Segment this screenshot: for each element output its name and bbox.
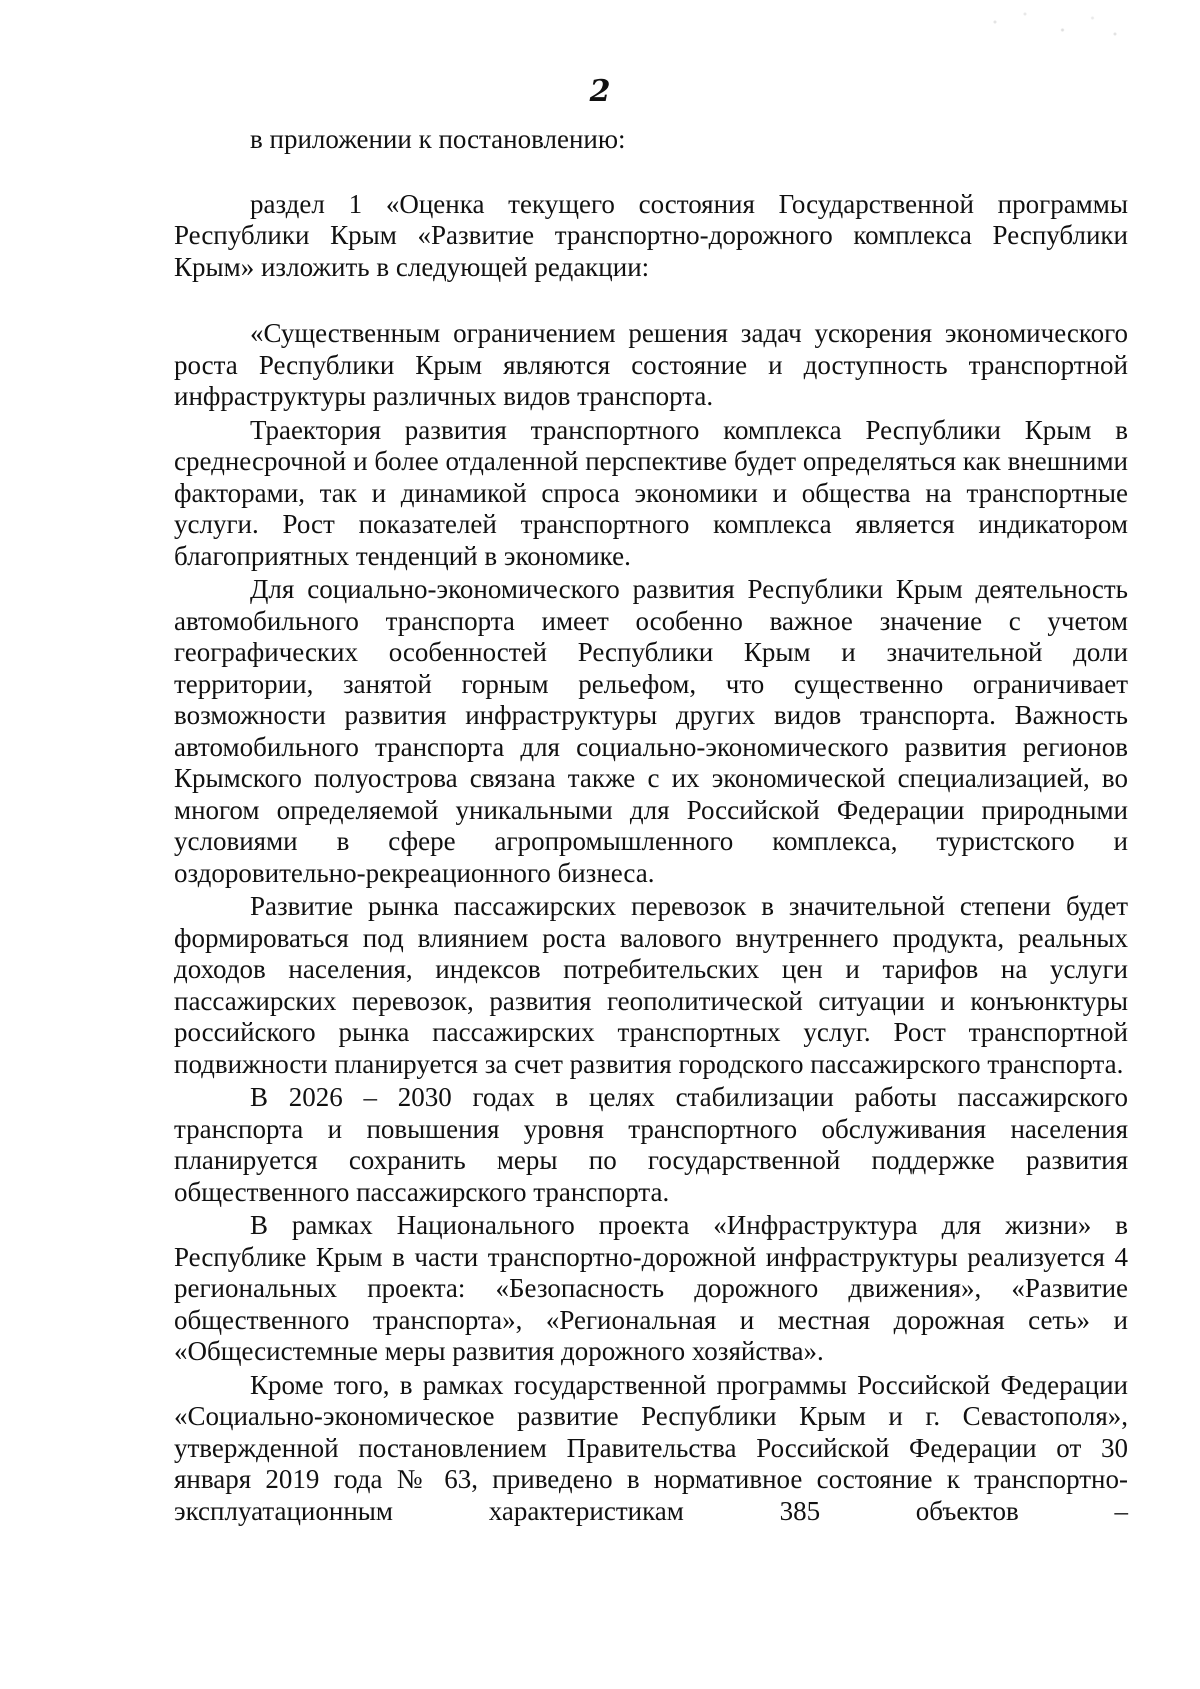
paragraph-quote-start: «Существенным ограничением решения задач ускорения экономического роста Республики Крым являются состояние и доступность транспортной инфраструктуры различных видов транспорта. — [174, 318, 1128, 411]
paragraph-intro: в приложении к постановлению: — [250, 124, 626, 154]
paragraph-section-title: раздел 1 «Оценка текущего состояния Государственной программы Республики Крым «Развитие транспортно-дорожного комплекса Республики Крым» изложить в следующей редакции: — [174, 188, 1128, 282]
paragraph-passenger-market: Развитие рынка пассажирских перевозок в значительной степени будет формироваться под влиянием роста валового внутреннего продукта, реальных доходов населения, индексов потребительских цен и тарифов на услуги пассажирских перевозок, развития геополитической ситуации и конъюнктуры российского рынка пассажирских транспортных услуг. Рост транспортной подвижности планируется за счет развития городского пассажирского транспорта. — [174, 891, 1128, 1079]
paragraph-2026-2030: В 2026 – 2030 годах в целях стабилизации работы пассажирского транспорта и повышения уровня транспортного обслуживания населения планируется сохранить меры по государственной поддержке развития общественного пассажирского транспорта. — [174, 1082, 1128, 1207]
paragraph-trajectory: Траектория развития транспортного комплекса Республики Крым в среднесрочной и более отдаленной перспективе будет определяться как внешними факторами, так и динамикой спроса экономики и общества на транспортные услуги. Рост показателей транспортного комплекса является индикатором благоприятных тенденций в экономике. — [174, 414, 1128, 571]
scan-noise — [980, 6, 1130, 46]
document-body — [174, 124, 1128, 1527]
paragraph-state-program: Кроме того, в рамках государственной программы Российской Федерации «Социально-экономическое развитие Республики Крым и г. Севастополя», утвержденной постановлением Правительства Российской Федерации от 30 января 2019 года № 63, приведено в нормативное состояние к транспортно-эксплуатационным характеристикам 385 объектов – — [174, 1369, 1128, 1526]
paragraph-national-project: В рамках Национального проекта «Инфраструктура для жизни» в Республике Крым в части транспортно-дорожной инфраструктуры реализуется 4 региональных проекта: «Безопасность дорожного движения», «Развитие общественного транспорта», «Региональная и местная дорожная сеть» и «Общесистемные меры развития дорожного хозяйства». — [174, 1210, 1128, 1366]
paragraph-road-transport: Для социально-экономического развития Республики Крым деятельность автомобильного транспорта имеет особенно важное значение с учетом географических особенностей Республики Крым и значительной доли территории, занятой горным рельефом, что существенно ограничивает возможности развития инфраструктуры других видов транспорта. Важность автомобильного транспорта для социально-экономического развития регионов Крымского полуострова связана также с их экономической специализацией, во многом определяемой уникальными для Российской Федерации природными условиями в сфере агропромышленного комплекса, туристского и оздоровительно-рекреационного бизнеса. — [174, 574, 1128, 888]
page-number: 2 — [589, 74, 611, 109]
